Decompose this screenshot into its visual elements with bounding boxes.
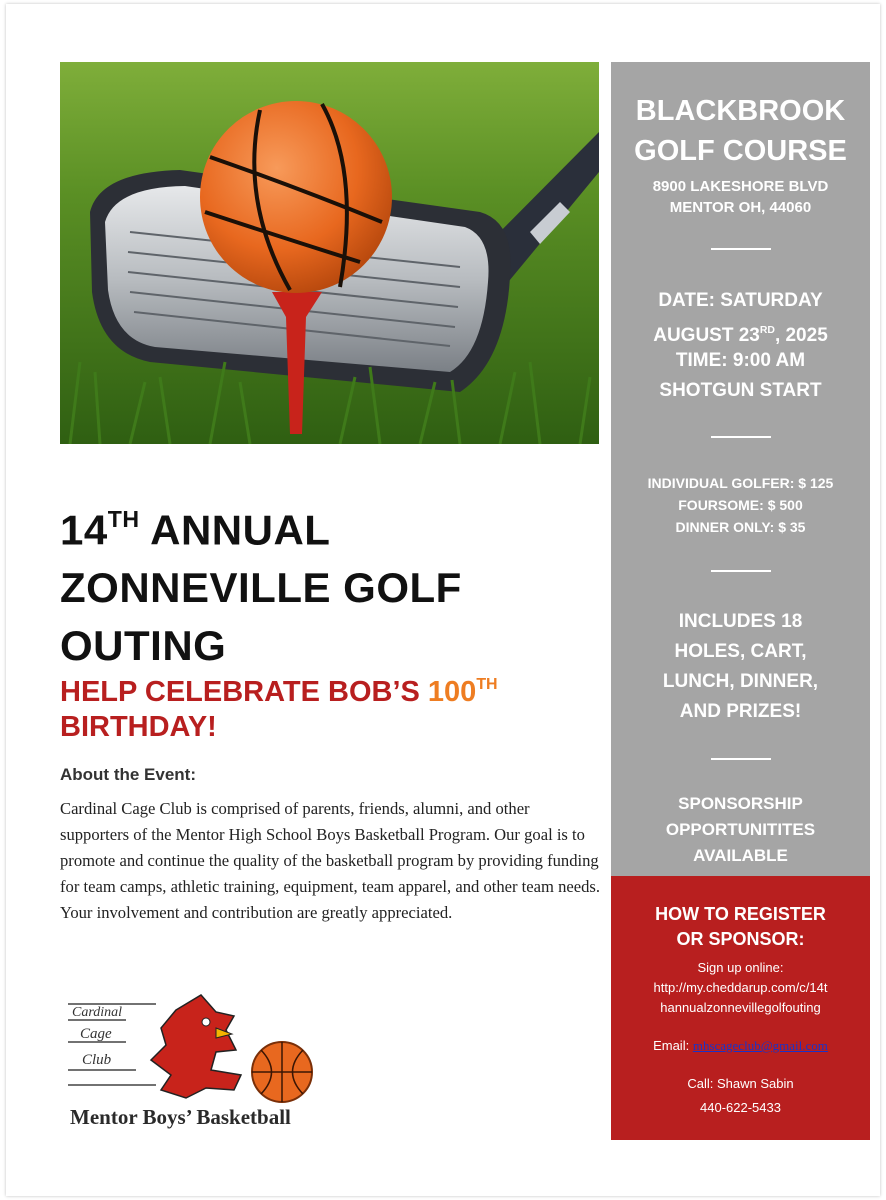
subtitle-line2: BIRTHDAY! xyxy=(60,710,217,743)
email-link[interactable]: mhscageclub@gmail.com xyxy=(692,1038,828,1053)
venue-name-line2: GOLF COURSE xyxy=(634,135,847,167)
divider xyxy=(711,570,771,572)
about-heading: About the Event: xyxy=(60,765,196,784)
sponsorship-line3: AVAILABLE xyxy=(693,846,788,865)
signup-url-line2[interactable]: hannualzonnevillegolfouting xyxy=(660,1000,821,1015)
sponsorship-line1: SPONSORSHIP xyxy=(678,794,803,813)
about-body: Cardinal Cage Club is comprised of parents, friends, alumni, and other supporters of the Mentor High School Boys Basketball Program. Our goal is to promote and continue the quality of the basketball program by providing funding for team camps, athletic training, equipment, team apparel, and other team needs. Your involvement and contribution are greatly appreciated. xyxy=(60,799,601,922)
logo-caption: Mentor Boys’ Basketball xyxy=(70,1105,291,1129)
date-line1: DATE: SATURDAY xyxy=(658,290,823,311)
event-title xyxy=(60,490,462,675)
date-line2: AUGUST 23RD, 2025 xyxy=(653,324,828,346)
title-line3: OUTING xyxy=(60,622,227,670)
register-heading-line1: HOW TO REGISTER xyxy=(655,904,826,924)
title-line2: ZONNEVILLE GOLF xyxy=(60,564,462,612)
sponsorship-line2: OPPORTUNITITES xyxy=(665,820,816,839)
email-label: Email: xyxy=(653,1038,690,1053)
register-heading-line2: OR SPONSOR: xyxy=(676,929,805,949)
signup-label: Sign up online: xyxy=(697,960,784,975)
cardinal-cage-club-logo xyxy=(66,990,346,1140)
golf-ball-photo xyxy=(60,62,599,444)
register-panel xyxy=(611,876,870,1140)
logo-club-line3: Club xyxy=(82,1052,112,1068)
divider xyxy=(711,248,771,250)
email-row xyxy=(611,1036,870,1056)
divider xyxy=(711,758,771,760)
divider xyxy=(711,436,771,438)
subtitle-line1: HELP CELEBRATE BOB’S 100TH xyxy=(60,675,498,708)
call-contact: Call: Shawn Sabin xyxy=(687,1076,794,1091)
title-line1: 14TH ANNUAL xyxy=(60,506,331,554)
price-individual: INDIVIDUAL GOLFER: $ 125 xyxy=(647,475,834,491)
event-info-panel xyxy=(611,62,870,876)
phone-number: 440-622-5433 xyxy=(700,1100,781,1115)
time: TIME: 9:00 AM xyxy=(675,350,806,371)
logo-club-line1: Cardinal xyxy=(72,1005,123,1020)
includes-line1: INCLUDES 18 xyxy=(678,611,803,632)
price-foursome: FOURSOME: $ 500 xyxy=(678,497,803,513)
logo-club-line2: Cage xyxy=(80,1026,112,1042)
price-dinner: DINNER ONLY: $ 35 xyxy=(675,519,806,535)
birthday-subtitle xyxy=(60,667,498,745)
venue-address-line1: 8900 LAKESHORE BLVD xyxy=(652,178,829,195)
signup-url-line1[interactable]: http://my.cheddarup.com/c/14t xyxy=(653,980,828,995)
venue-address-line2: MENTOR OH, 44060 xyxy=(669,199,812,216)
includes-line3: LUNCH, DINNER, xyxy=(662,671,819,692)
shotgun-start: SHOTGUN START xyxy=(659,380,822,401)
includes-line2: HOLES, CART, xyxy=(674,641,807,662)
includes-line4: AND PRIZES! xyxy=(679,701,802,722)
venue-name-line1: BLACKBROOK xyxy=(635,95,846,127)
